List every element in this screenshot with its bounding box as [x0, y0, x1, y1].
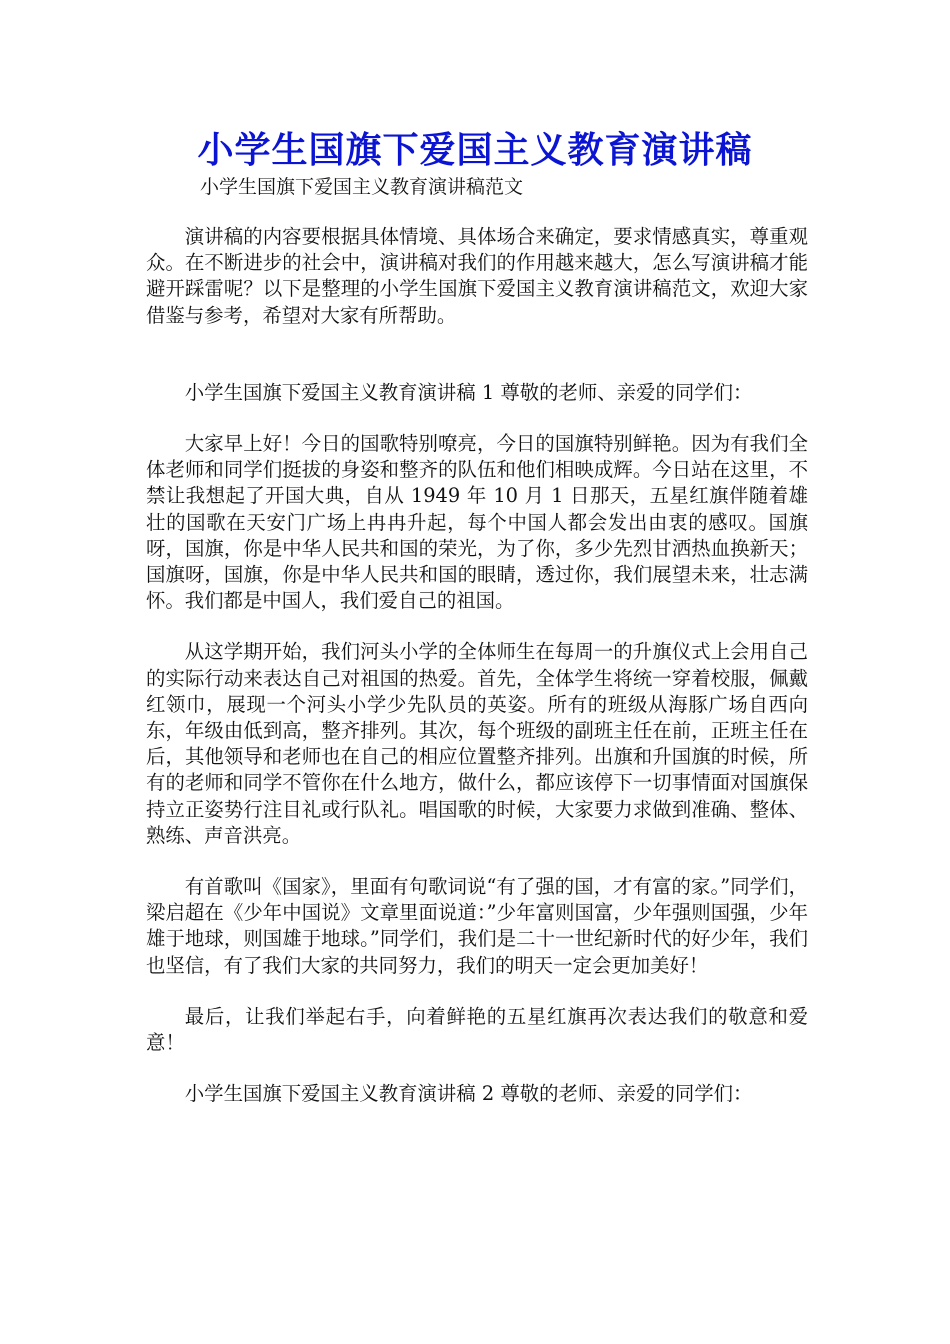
speech-1-paragraph-closing: 最后，让我们举起右手，向着鲜艳的五星红旗再次表达我们的敬意和爱意！ [146, 1004, 808, 1055]
speech-2-heading: 小学生国旗下爱国主义教育演讲稿 2 尊敬的老师、亲爱的同学们： [184, 1082, 753, 1106]
intro-paragraph: 演讲稿的内容要根据具体情境、具体场合来确定，要求情感真实，尊重观众。在不断进步的社会中，演讲稿对我们的作用越来越大，怎么写演讲稿才能避开踩雷呢？以下是整理的小学生国旗下爱国主义教育演讲稿范文，欢迎大家借鉴与参考，希望对大家有所帮助。 [146, 225, 808, 327]
document-title: 小学生国旗下爱国主义教育演讲稿 [197, 129, 753, 171]
document-subtitle: 小学生国旗下爱国主义教育演讲稿范文 [200, 176, 524, 198]
speech-1-paragraph-ceremony: 从这学期开始，我们河头小学的全体师生在每周一的升旗仪式上会用自己的实际行动来表达自己对祖国的热爱。首先，全体学生将统一穿着校服，佩戴红领巾，展现一个河头小学少先队员的英姿。所有的班级从海豚广场自西向东，年级由低到高，整齐排列。其次，每个班级的副班主任在前，正班主任在后，其他领导和老师也在自己的相应位置整齐排列。出旗和升国旗的时候，所有的老师和同学不管你在什么地方，做什么，都应该停下一切事情面对国旗保持立正姿势行注目礼或行队礼。唱国歌的时候，大家要力求做到准确、整体、熟练、声音洪亮。 [146, 640, 808, 847]
document-body [146, 224, 808, 1107]
speech-1-paragraph-greeting: 大家早上好！今日的国歌特别嘹亮，今日的国旗特别鲜艳。因为有我们全体老师和同学们挺拔的身姿和整齐的队伍和他们相映成辉。今日站在这里，不禁让我想起了开国大典，自从 1949 年 10 月 1 日那天，五星红旗伴随着雄壮的国歌在天安门广场上冉冉升起，每个中国人都会发出由衷的感叹。国旗呀，国旗，你是中华人民共和国的荣光，为了你，多少先烈甘洒热血换新天；国旗呀，国旗，你是中华人民共和国的眼睛，透过你，我们展望未来，壮志满怀。我们都是中国人，我们爱自己的祖国。 [146, 432, 808, 613]
speech-1-paragraph-song: 有首歌叫《国家》，里面有句歌词说“有了强的国，才有富的家。”同学们，梁启超在《少年中国说》文章里面说道：”少年富则国富，少年强则国强，少年雄于地球，则国雄于地球。”同学们，我们是二十一世纪新时代的好少年，我们也坚信，有了我们大家的共同努力，我们的明天一定会更加美好！ [146, 875, 808, 977]
speech-1-heading: 小学生国旗下爱国主义教育演讲稿 1 尊敬的老师、亲爱的同学们： [184, 380, 753, 404]
